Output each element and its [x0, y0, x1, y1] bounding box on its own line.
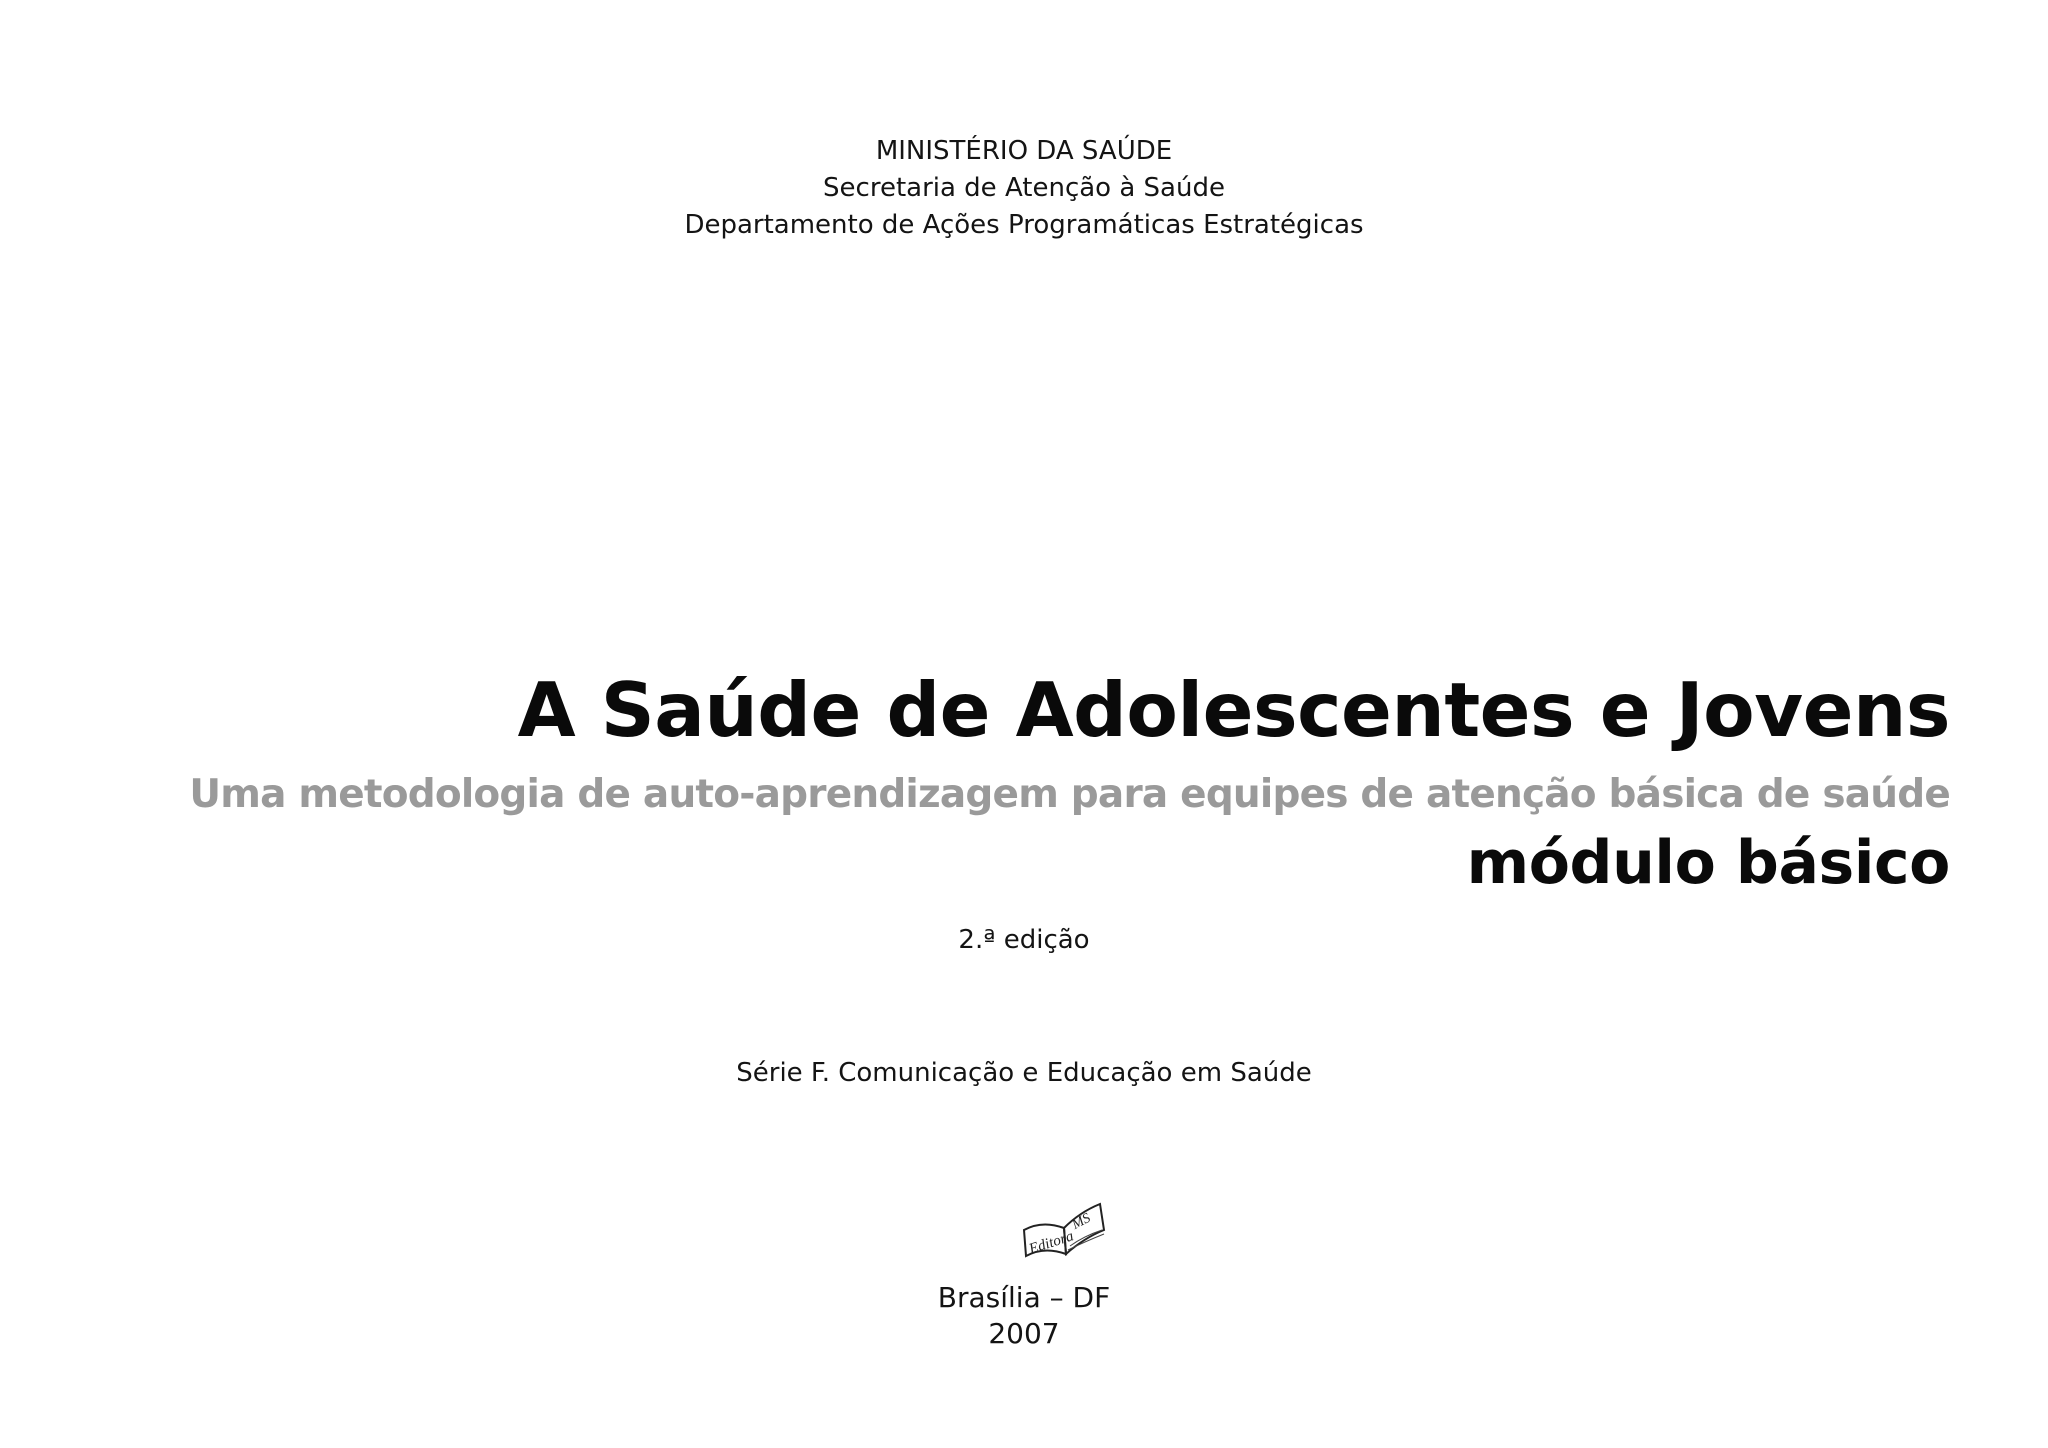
- imprint-block: [0, 1280, 2048, 1352]
- secretariat-name: Secretaria de Atenção à Saúde: [823, 173, 1225, 203]
- book-title: A Saúde de Adolescentes e Jovens: [517, 666, 1950, 754]
- open-book-logo-icon: [1018, 1196, 1110, 1268]
- edition-label: 2.ª edição: [958, 925, 1090, 955]
- ministry-name: MINISTÉRIO DA SAÚDE: [875, 136, 1173, 166]
- svg-text:Editora: Editora: [1027, 1228, 1076, 1258]
- publication-year: 2007: [988, 1317, 1060, 1350]
- book-subtitle: Uma metodologia de auto-aprendizagem para equipes de atenção básica de saúde: [189, 772, 1950, 817]
- publication-place: Brasília – DF: [937, 1281, 1111, 1314]
- module-title: módulo básico: [1466, 828, 1950, 898]
- department-name: Departamento de Ações Programáticas Estratégicas: [684, 210, 1364, 240]
- svg-text:MS: MS: [1069, 1210, 1094, 1233]
- header-block: [0, 133, 2048, 244]
- series-label: Série F. Comunicação e Educação em Saúde: [736, 1058, 1312, 1088]
